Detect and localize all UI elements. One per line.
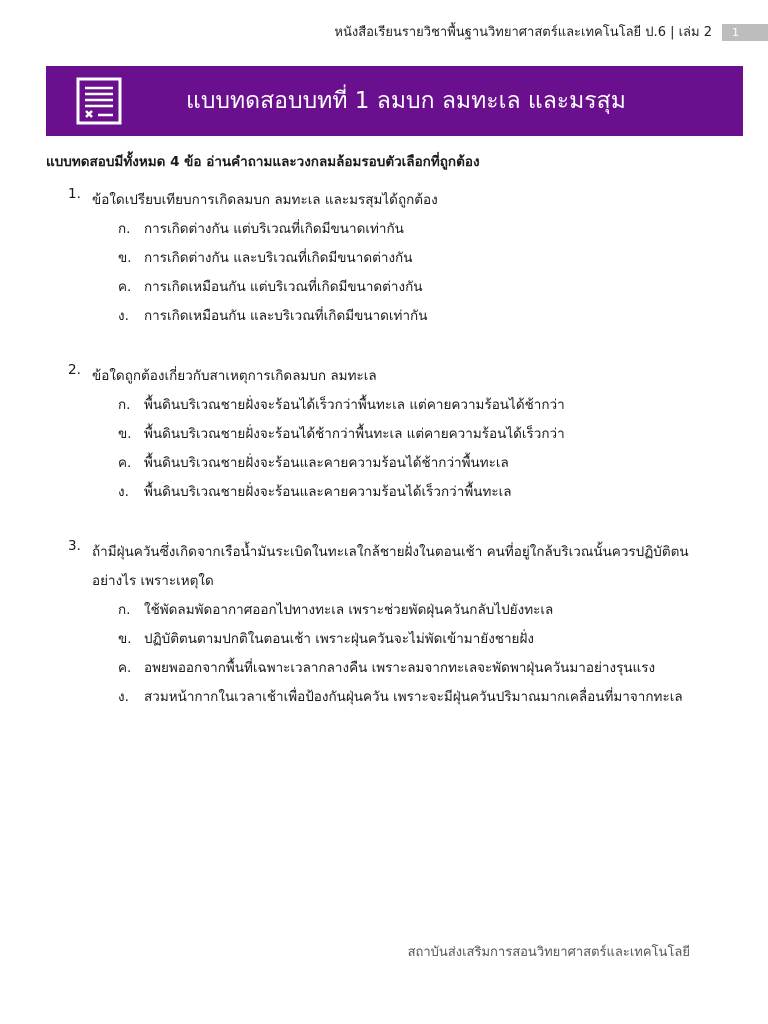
choice-b[interactable]: [118, 420, 748, 449]
choice-letter: ค.: [118, 279, 132, 295]
question-text-line-1: ถ้ามีฝุ่นควันซึ่งเกิดจากเรือน้ำมันระเบิดในทะเลใกล้ชายฝั่งในตอนเช้า คนที่อยู่ใกล้บริเวณนั้นควรปฏิบัติตน: [92, 544, 689, 560]
choice-text: พื้นดินบริเวณชายฝั่งจะร้อนได้ช้ากว่าพื้นทะเล แต่คายความร้อนได้เร็วกว่า: [144, 426, 565, 442]
choice-c[interactable]: [118, 273, 748, 302]
choice-d[interactable]: [118, 478, 748, 507]
running-header: หนังสือเรียนรายวิชาพื้นฐานวิทยาศาสตร์และเทคโนโลยี ป.6 | เล่ม 2: [334, 25, 712, 40]
choice-letter: ค.: [118, 455, 132, 471]
choice-letter: ง.: [118, 689, 129, 705]
chapter-banner: [46, 66, 743, 136]
chapter-test-title: แบบทดสอบบทที่ 1 ลมบก ลมทะเล และมรสุม: [186, 88, 626, 114]
question-text-line-2: อย่างไร เพราะเหตุใด: [92, 573, 214, 589]
choice-letter: ก.: [118, 397, 131, 413]
question-number: 3.: [68, 538, 81, 554]
choice-letter: ง.: [118, 484, 129, 500]
choice-a[interactable]: [118, 596, 748, 625]
choice-c[interactable]: [118, 449, 748, 478]
choice-text: การเกิดเหมือนกัน แต่บริเวณที่เกิดมีขนาดต่างกัน: [144, 279, 423, 295]
choice-letter: ง.: [118, 308, 129, 324]
choice-b[interactable]: [118, 244, 748, 273]
test-instruction: แบบทดสอบมีทั้งหมด 4 ข้อ อ่านคำถามและวงกลมล้อมรอบตัวเลือกที่ถูกต้อง: [46, 154, 480, 170]
choice-d[interactable]: [118, 683, 748, 712]
choice-letter: ข.: [118, 426, 132, 442]
question-3: [68, 538, 748, 712]
choice-text: การเกิดต่างกัน แต่บริเวณที่เกิดมีขนาดเท่ากัน: [144, 221, 404, 237]
choice-text: พื้นดินบริเวณชายฝั่งจะร้อนและคายความร้อนได้ช้ากว่าพื้นทะเล: [144, 455, 509, 471]
question-2: [68, 362, 748, 507]
choice-d[interactable]: [118, 302, 748, 331]
choice-text: การเกิดเหมือนกัน และบริเวณที่เกิดมีขนาดเท่ากัน: [144, 308, 428, 324]
choice-text: ปฏิบัติตนตามปกติในตอนเช้า เพราะฝุ่นควันจะไม่พัดเข้ามายังชายฝั่ง: [144, 631, 534, 647]
choice-text: สวมหน้ากากในเวลาเช้าเพื่อป้องกันฝุ่นควัน เพราะจะมีฝุ่นควันปริมาณมากเคลื่อนที่มาจากทะเล: [144, 689, 683, 705]
choice-a[interactable]: [118, 215, 748, 244]
test-paper-icon: [76, 77, 122, 125]
choice-text: พื้นดินบริเวณชายฝั่งจะร้อนได้เร็วกว่าพื้นทะเล แต่คายความร้อนได้ช้ากว่า: [144, 397, 565, 413]
choice-b[interactable]: [118, 625, 748, 654]
choice-text: อพยพออกจากพื้นที่เฉพาะเวลากลางคืน เพราะลมจากทะเลจะพัดพาฝุ่นควันมาอย่างรุนแรง: [144, 660, 656, 676]
choice-letter: ข.: [118, 250, 132, 266]
choice-letter: ข.: [118, 631, 132, 647]
choice-text: ใช้พัดลมพัดอากาศออกไปทางทะเล เพราะช่วยพัดฝุ่นควันกลับไปยังทะเล: [144, 602, 554, 618]
choice-text: การเกิดต่างกัน และบริเวณที่เกิดมีขนาดต่างกัน: [144, 250, 413, 266]
choice-a[interactable]: [118, 391, 748, 420]
choice-letter: ก.: [118, 602, 131, 618]
question-number: 1.: [68, 186, 81, 202]
question-number: 2.: [68, 362, 81, 378]
choice-c[interactable]: [118, 654, 748, 683]
page-number: 1: [722, 24, 768, 41]
publisher-footer: สถาบันส่งเสริมการสอนวิทยาศาสตร์และเทคโนโลยี: [407, 945, 690, 960]
choice-letter: ค.: [118, 660, 132, 676]
choice-letter: ก.: [118, 221, 131, 237]
question-text: ข้อใดเปรียบเทียบการเกิดลมบก ลมทะเล และมรสุมได้ถูกต้อง: [92, 192, 438, 208]
question-text: ข้อใดถูกต้องเกี่ยวกับสาเหตุการเกิดลมบก ลมทะเล: [92, 368, 377, 384]
question-1: [68, 186, 748, 331]
choice-text: พื้นดินบริเวณชายฝั่งจะร้อนและคายความร้อนได้เร็วกว่าพื้นทะเล: [144, 484, 512, 500]
